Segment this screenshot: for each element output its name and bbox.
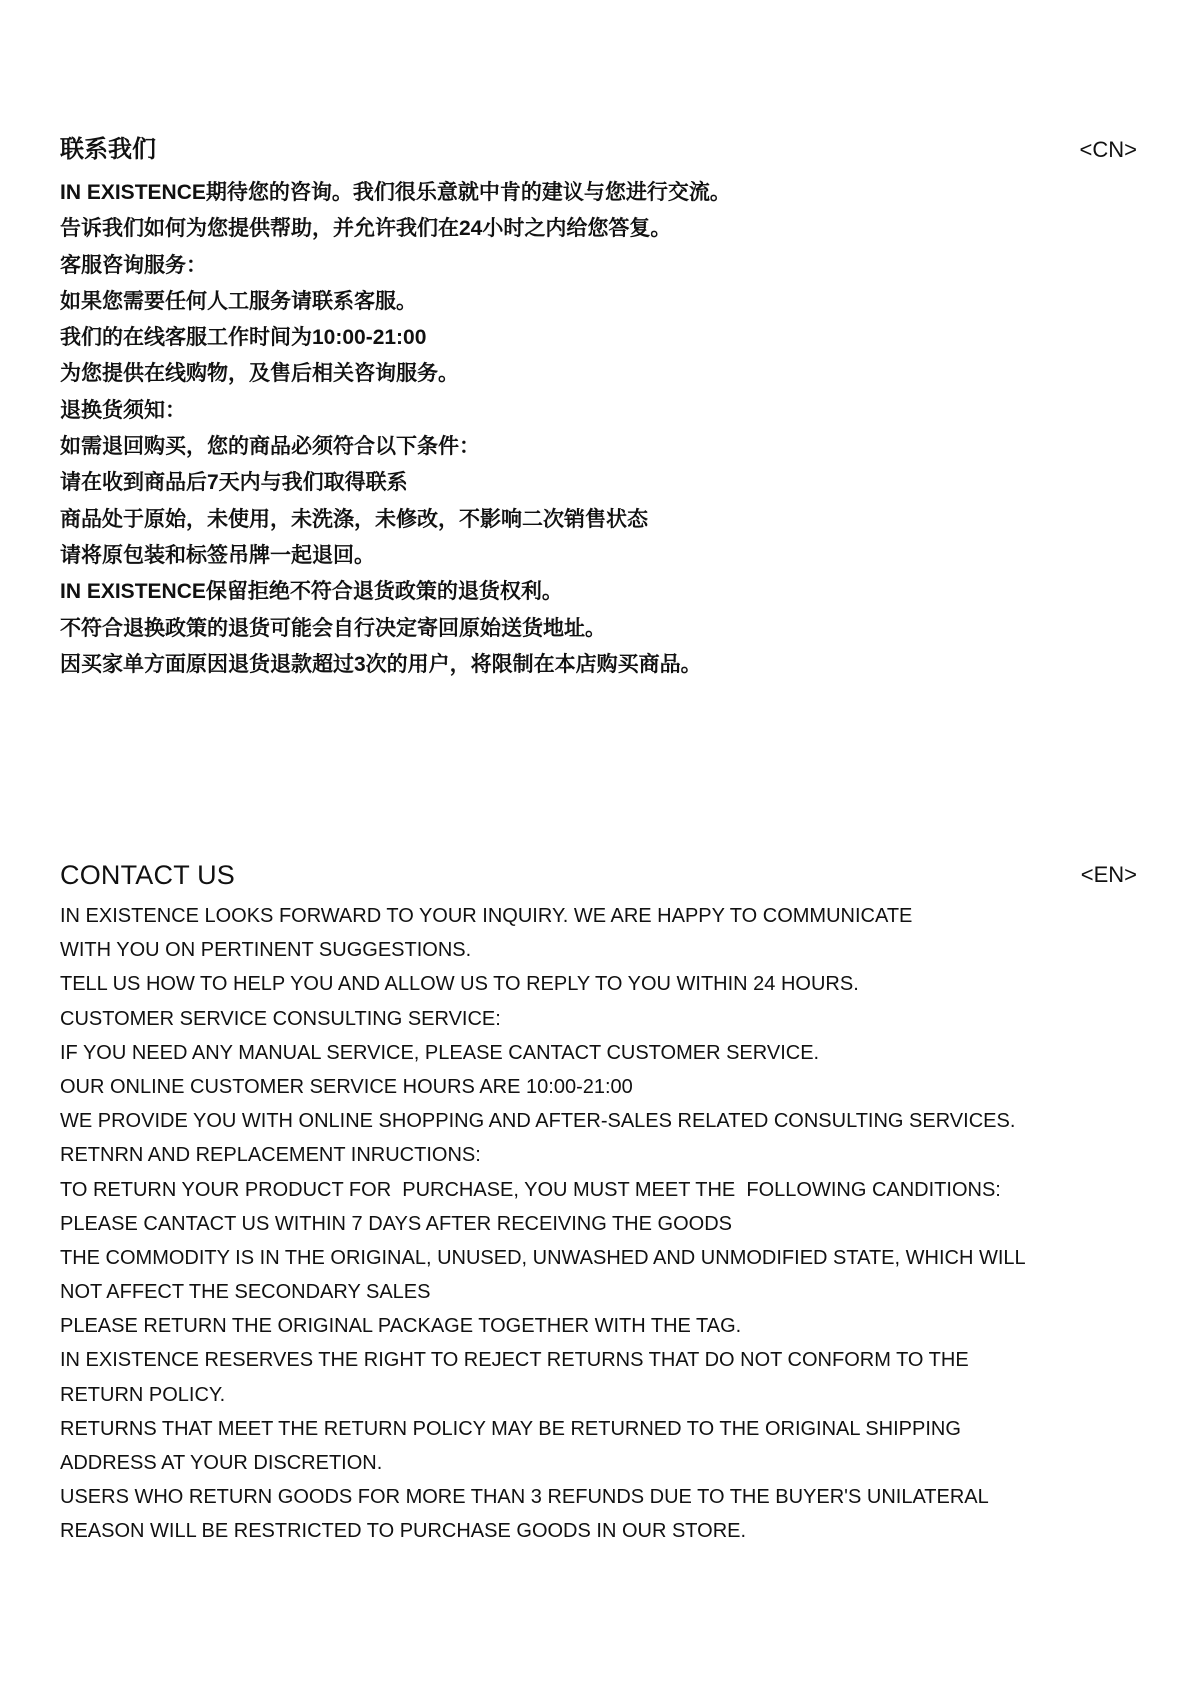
text-line: PLEASE RETURN THE ORIGINAL PACKAGE TOGETHER WITH THE TAG.: [60, 1315, 742, 1338]
section-title-en: CONTACT US: [60, 860, 236, 890]
text-line: RETURNS THAT MEET THE RETURN POLICY MAY BE RETURNED TO THE ORIGINAL SHIPPING: [60, 1417, 961, 1440]
text-line: 退换货须知：: [60, 398, 186, 422]
text-line: IN EXISTENCE保留拒绝不符合退货政策的退货权利。: [60, 580, 563, 604]
section-body-cn: [60, 175, 1140, 683]
text-line: IN EXISTENCE RESERVES THE RIGHT TO REJECT RETURNS THAT DO NOT CONFORM TO THE: [60, 1349, 969, 1372]
language-tag-cn: <CN>: [1079, 137, 1137, 162]
text-line: 如需退回购买，您的商品必须符合以下条件：: [60, 435, 480, 459]
text-line: THE COMMODITY IS IN THE ORIGINAL, UNUSED, UNWASHED AND UNMODIFIED STATE, WHICH WILL: [60, 1246, 1026, 1269]
text-line: WITH YOU ON PERTINENT SUGGESTIONS.: [60, 939, 472, 962]
text-line: REASON WILL BE RESTRICTED TO PURCHASE GOODS IN OUR STORE.: [60, 1520, 747, 1543]
text-line: 因买家单方面原因退货退款超过3次的用户，将限制在本店购买商品。: [60, 652, 702, 676]
text-line: CUSTOMER SERVICE CONSULTING SERVICE:: [60, 1007, 501, 1030]
text-line: TELL US HOW TO HELP YOU AND ALLOW US TO REPLY TO YOU WITHIN 24 HOURS.: [60, 973, 859, 996]
text-line: 请在收到商品后7天内与我们取得联系: [60, 471, 408, 495]
text-line: OUR ONLINE CUSTOMER SERVICE HOURS ARE 10:00-21:00: [60, 1075, 633, 1098]
text-line: 如果您需要任何人工服务请联系客服。: [60, 289, 417, 313]
text-line: IN EXISTENCE LOOKS FORWARD TO YOUR INQUIRY. WE ARE HAPPY TO COMMUNICATE: [60, 905, 913, 927]
text-line: PLEASE CANTACT US WITHIN 7 DAYS AFTER RECEIVING THE GOODS: [60, 1212, 732, 1235]
section-title-cn: 联系我们: [60, 136, 156, 163]
text-line: TO RETURN YOUR PRODUCT FOR PURCHASE, YOU MUST MEET THE FOLLOWING CANDITIONS:: [60, 1178, 1001, 1201]
text-line: IF YOU NEED ANY MANUAL SERVICE, PLEASE CANTACT CUSTOMER SERVICE.: [60, 1041, 820, 1064]
section-header-cn: [60, 130, 1140, 170]
text-line: 我们的在线客服工作时间为10:00-21:00: [60, 326, 427, 350]
contact-section-en: [60, 855, 1140, 1549]
text-line: 告诉我们如何为您提供帮助，并允许我们在24小时之内给您答复。: [60, 217, 672, 241]
text-line: RETURN POLICY.: [60, 1383, 226, 1406]
text-line: RETNRN AND REPLACEMENT INRUCTIONS:: [60, 1144, 481, 1167]
section-body-en: [60, 899, 1140, 1549]
language-tag-en: <EN>: [1080, 862, 1137, 887]
text-line: 商品处于原始，未使用，未洗涤，未修改，不影响二次销售状态: [60, 507, 648, 531]
text-line: NOT AFFECT THE SECONDARY SALES: [60, 1281, 431, 1304]
contact-section-cn: [60, 130, 1140, 683]
text-line: ADDRESS AT YOUR DISCRETION.: [60, 1452, 383, 1474]
text-line: 不符合退换政策的退货可能会自行决定寄回原始送货地址。: [60, 616, 606, 640]
text-line: 为您提供在线购物，及售后相关咨询服务。: [60, 362, 459, 386]
text-line: IN EXISTENCE期待您的咨询。我们很乐意就中肯的建议与您进行交流。: [60, 181, 731, 204]
section-header-en: [60, 855, 1140, 895]
text-line: 请将原包装和标签吊牌一起退回。: [60, 543, 375, 567]
text-line: USERS WHO RETURN GOODS FOR MORE THAN 3 REFUNDS DUE TO THE BUYER'S UNILATERAL: [60, 1486, 989, 1509]
text-line: 客服咨询服务：: [60, 253, 207, 277]
text-line: WE PROVIDE YOU WITH ONLINE SHOPPING AND AFTER-SALES RELATED CONSULTING SERVICES.: [60, 1110, 1016, 1133]
